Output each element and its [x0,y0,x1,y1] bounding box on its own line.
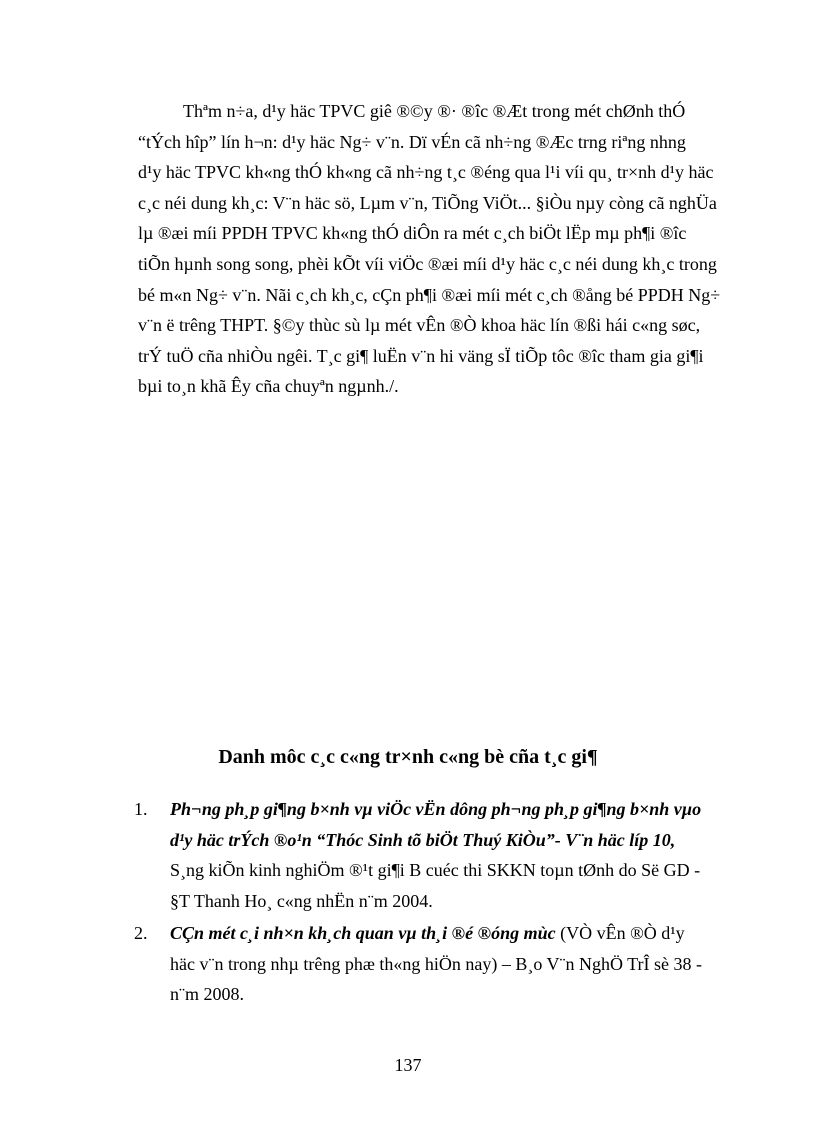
reference-detail-line: häc v¨n trong nhµ trêng phæ th«ng hiÖn nay) – B¸o V¨n NghÖ TrÎ sè 38 - [170,953,702,974]
section-heading: Danh môc c¸c c«ng tr×nh c«ng bè cña t¸c gi¶ [218,746,598,768]
reference-detail-line: S¸ng kiÕn kinh nghiÖm ®¹t gi¶i B cuéc thi SKKN toµn tØnh do Së GD - [170,860,701,880]
body-paragraph [138,96,738,402]
reference-title-line: Ph¬ng ph¸p gi¶ng b×nh vµ viÖc vËn dông ph¬ng ph¸p gi¶ng b×nh vµo [170,799,702,819]
reference-detail-line: n¨m 2008. [170,984,244,1004]
reference-first-line [170,918,744,949]
paragraph-line: bµi to¸n khã Êy cña chuyªn ngµnh./. [138,376,399,397]
paragraph-line: c¸c néi dung kh¸c: V¨n häc sö, Lµm v¨n, TiÕng ViÖt... §iÒu nµy còng cã nghÜa [138,192,717,213]
paragraph-line: d¹y häc TPVC kh«ng thÓ kh«ng cã nh÷ng t¸c ®éng qua l¹i víi qu¸ tr×nh d¹y häc [138,162,714,183]
paragraph-line: v¨n ë trêng THPT. §©y thùc sù lµ mét vÊn ®Ò khoa häc lín ®ßi hái c«ng søc, [138,315,701,336]
reference-number: 1. [134,799,148,819]
paragraph-line: tiÕn hµnh song song, phèi kÕt víi viÖc ®æi míi d¹y häc c¸c néi dung kh¸c trong [138,253,717,274]
reference-detail: (VÒ vÊn ®Ò d¹y [555,923,685,943]
reference-number: 2. [134,923,148,943]
paragraph-line: Thªm n÷a, d¹y häc TPVC giê ®©y ®· ®îc ®Æt trong mét chØnh thÓ [183,101,686,121]
reference-item [134,918,744,1010]
paragraph-line: lµ ®æi míi PPDH TPVC kh«ng thÓ diÔn ra mét c¸ch biÖt lËp mµ ph¶i ®îc [138,223,687,244]
reference-item [134,794,744,916]
reference-detail-line: §T Thanh Ho¸ c«ng nhËn n¨m 2004. [170,890,433,911]
reference-title: CÇn mét c¸i nh×n kh¸ch quan vµ th¸i ®é ®óng mùc [170,923,556,943]
paragraph-line: bé m«n Ng÷ v¨n. Nãi c¸ch kh¸c, cÇn ph¶i ®æi míi mét c¸ch ®ång bé PPDH Ng÷ [138,284,721,305]
reference-title-line: d¹y häc trÝch ®o¹n “Thóc Sinh tõ biÖt Thuý KiÒu”- V¨n häc líp 10, [170,829,676,850]
page-number: 137 [394,1055,422,1075]
paragraph-line: “tÝch hîp” lín h¬n: d¹y häc Ng÷ v¨n. Dï vÉn cã nh÷ng ®Æc trng riªng nhng [138,131,686,152]
reference-list [134,794,744,1010]
paragraph-line: trÝ tuÖ cña nhiÒu ngêi. T¸c gi¶ luËn v¨n hi väng sÏ tiÕp tôc ®îc tham gia gi¶i [138,345,704,366]
